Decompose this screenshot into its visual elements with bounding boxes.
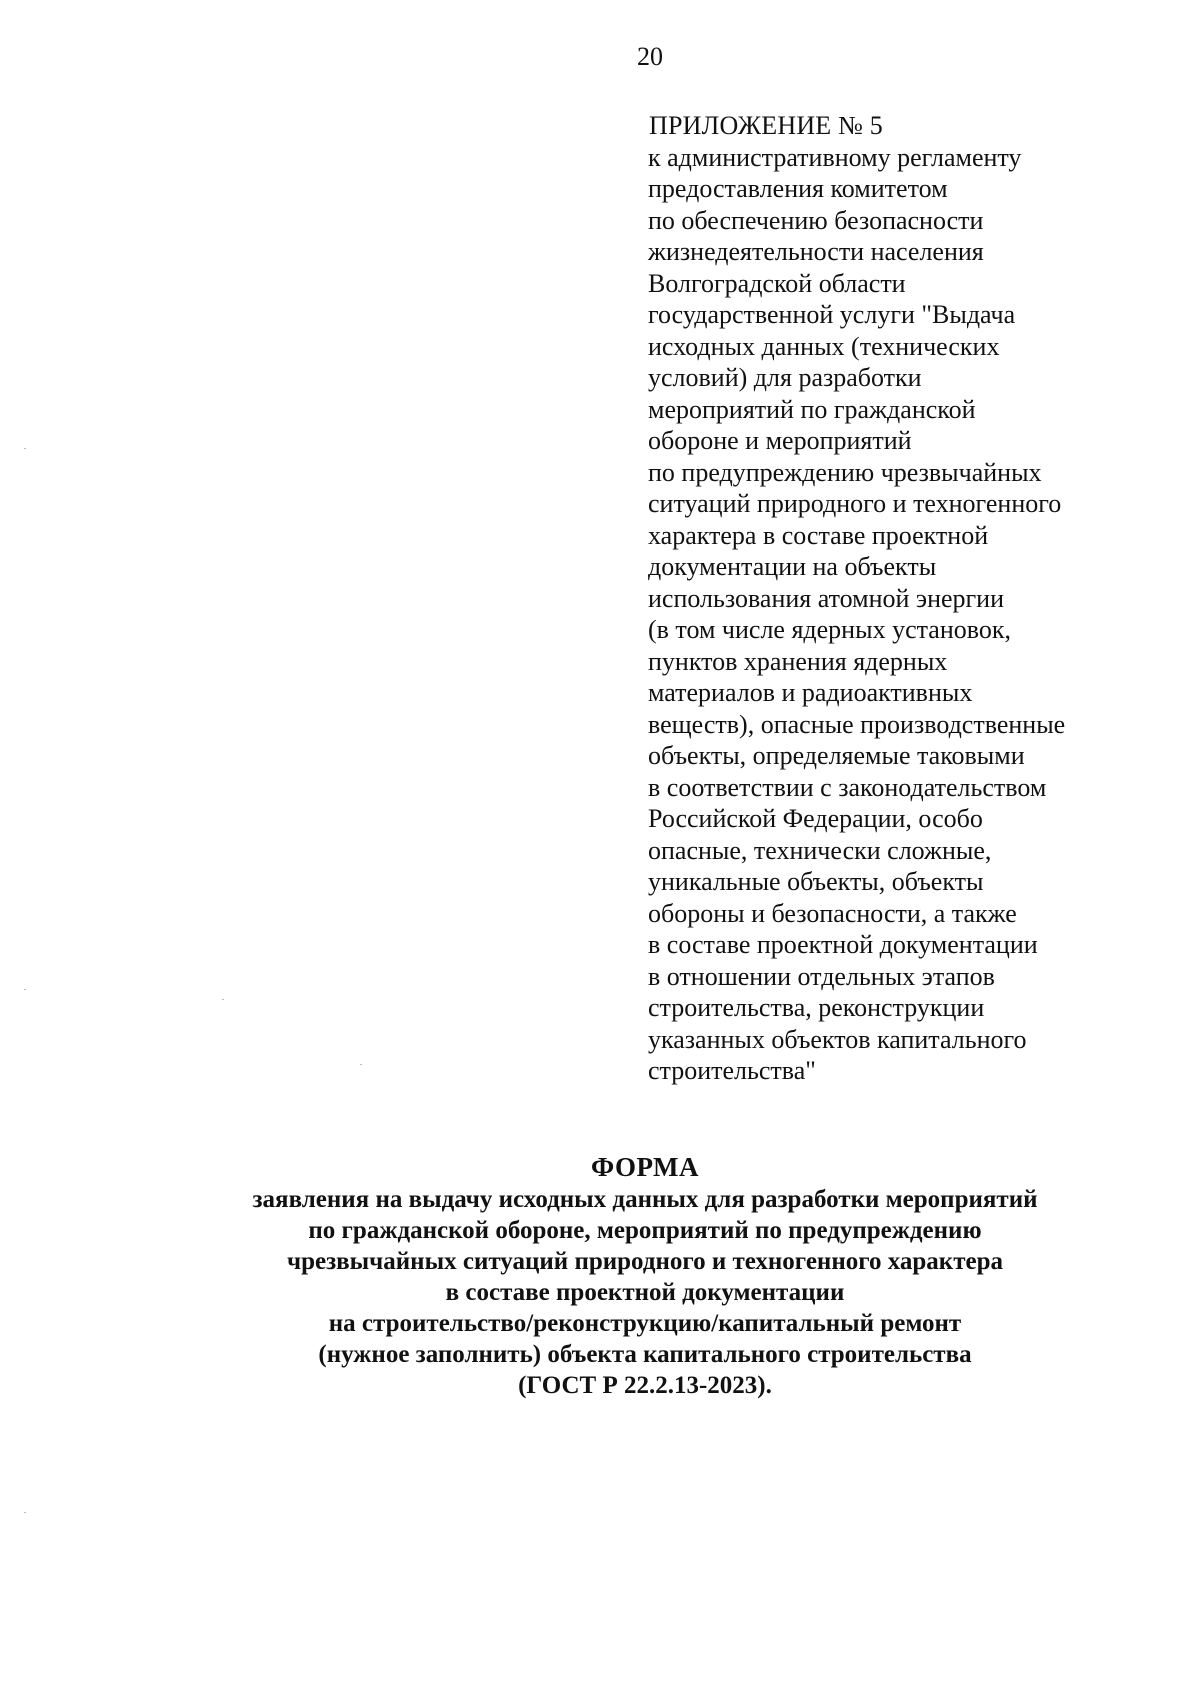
appendix-line: в составе проектной документации <box>648 930 1038 959</box>
appendix-line: документации на объекты <box>648 552 937 581</box>
appendix-line: государственной услуги "Выдача <box>648 300 1016 329</box>
appendix-line: мероприятий по гражданской <box>648 394 976 424</box>
appendix-line: в отношении отдельных этапов <box>648 961 995 991</box>
appendix-line: в соответствии с законодательством <box>648 772 1047 802</box>
appendix-line: опасные, технически сложные, <box>648 835 992 865</box>
scan-speck <box>24 989 26 990</box>
appendix-header <box>648 110 1148 1087</box>
form-heading <box>0 1150 1200 1401</box>
scan-speck <box>24 448 26 449</box>
appendix-title: ПРИЛОЖЕНИЕ № 5 <box>649 111 883 140</box>
appendix-line: уникальные объекты, объекты <box>648 867 984 896</box>
appendix-line: строительства, реконструкции <box>648 993 985 1022</box>
scan-speck <box>24 1512 26 1513</box>
form-subtitle-line: (нужное заполнить) объекта капитального строительства <box>318 1341 972 1368</box>
scan-speck <box>360 1064 362 1065</box>
appendix-line: обороны и безопасности, а также <box>648 898 1017 928</box>
appendix-line: к административному регламенту <box>648 142 1022 172</box>
scan-speck <box>222 999 224 1000</box>
form-subtitle-line: на строительство/реконструкцию/капитальный ремонт <box>328 1310 962 1337</box>
form-subtitle-line: заявления на выдачу исходных данных для разработки мероприятий <box>252 1186 1038 1213</box>
appendix-line: по предупреждению чрезвычайных <box>648 457 1042 487</box>
appendix-line: по обеспечению безопасности <box>648 205 984 235</box>
appendix-line: исходных данных (технических <box>648 331 1000 361</box>
appendix-line: строительства" <box>648 1056 816 1085</box>
appendix-line: объекты, определяемые таковыми <box>648 741 1025 770</box>
appendix-line: условий) для разработки <box>648 363 922 392</box>
page-number: 20 <box>637 42 663 71</box>
appendix-line: Волгоградской области <box>648 268 906 298</box>
form-subtitle-line: чрезвычайных ситуаций природного и техногенного характера <box>287 1248 1003 1275</box>
appendix-line: обороне и мероприятий <box>648 426 912 455</box>
form-subtitle-line: (ГОСТ Р 22.2.13-2023). <box>518 1372 772 1399</box>
appendix-line: материалов и радиоактивных <box>648 678 973 707</box>
appendix-line: характера в составе проектной <box>648 520 989 550</box>
appendix-line: предоставления комитетом <box>648 174 948 203</box>
appendix-line: использования атомной энергии <box>648 583 1005 613</box>
appendix-line: Российской Федерации, особо <box>648 804 983 833</box>
appendix-line: веществ), опасные производственные <box>648 709 1066 739</box>
appendix-line: жизнедеятельности населения <box>648 237 984 266</box>
appendix-line: ситуаций природного и техногенного <box>648 489 1062 518</box>
appendix-line: (в том числе ядерных установок, <box>648 615 1011 644</box>
appendix-description <box>648 142 1148 1087</box>
form-subtitle-line: по гражданской обороне, мероприятий по предупреждению <box>308 1217 982 1244</box>
form-subtitle-line: в составе проектной документации <box>445 1279 845 1306</box>
form-title: ФОРМА <box>591 1152 699 1182</box>
appendix-line: указанных объектов капитального <box>648 1024 1027 1054</box>
appendix-line: пунктов хранения ядерных <box>648 646 948 676</box>
